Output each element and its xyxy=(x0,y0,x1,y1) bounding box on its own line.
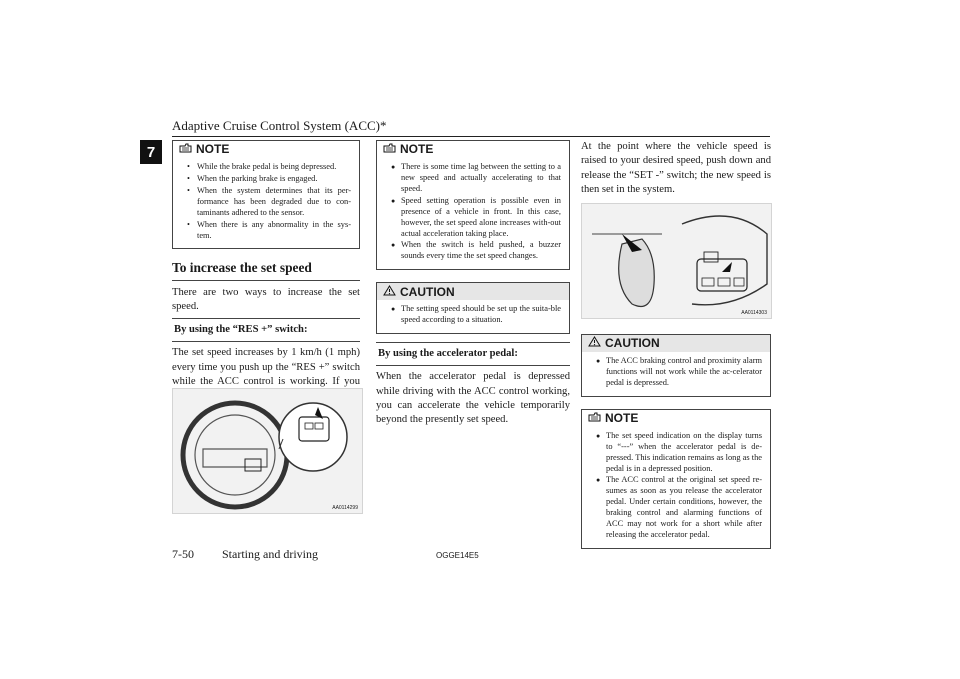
note-box-1 xyxy=(172,140,360,249)
note-header xyxy=(377,141,569,158)
hand-icon xyxy=(383,141,396,157)
steering-wheel-figure-1 xyxy=(172,388,363,514)
note-item: ● When the switch is held pushed, a buzzer sounds every time the set speed changes. xyxy=(391,240,561,262)
caution-header xyxy=(377,283,569,300)
note-item: • When there is any abnormality in the sys-tem. xyxy=(187,220,351,242)
note-item: ● Speed setting operation is possible even in presence of a vehicle in front. In this case, however, the set speed alone increases with-out actual acceleration taking place. xyxy=(391,196,561,240)
note-item: ● The ACC control at the original set speed re-sumes as soon as you release the accelerator pedal. Under certain conditions, however, the braking control and alarming functions of ACC may not work for a short while after releasing the accelerator pedal. xyxy=(596,475,762,541)
warning-triangle-icon xyxy=(383,284,396,300)
caution-heading: CAUTION xyxy=(605,336,660,351)
heading-rule xyxy=(172,280,360,281)
note-header xyxy=(582,410,770,427)
note-box-3 xyxy=(581,409,771,549)
note-heading: NOTE xyxy=(605,411,639,426)
section-tab: 7 xyxy=(140,140,162,164)
steering-switch-illustration xyxy=(582,204,771,318)
page-number: 7-50 xyxy=(172,547,194,561)
note-item: • When the parking brake is engaged. xyxy=(187,174,351,185)
chapter-title: Starting and driving xyxy=(222,547,318,561)
caution-header xyxy=(582,335,770,352)
warning-triangle-icon xyxy=(588,335,601,351)
body-paragraph: The set speed increases by 1 km/h (1 mph) every time you push up the “RES +” switch while the ACC control is working. If you xyxy=(172,347,360,388)
subheading-res: By using the “RES +” switch: xyxy=(172,318,360,342)
document-code: OGGE14E5 xyxy=(436,551,479,560)
body-paragraph: When the accelerator pedal is depressed while driving with the ACC control working, you can accelerate the vehicle temporarily beyond the presently set speed. xyxy=(376,371,570,426)
caution-box-1 xyxy=(376,282,570,334)
column-3-boxes xyxy=(581,334,771,549)
note-item: ● The set speed indication on the display turns to “---” when the accelerator pedal is de-pressed. This indication remains as long as the pedal is in a depressed position. xyxy=(596,431,762,475)
caution-item: ● The ACC braking control and proximity alarm functions will not work while the ac-celerator pedal is depressed. xyxy=(596,356,762,389)
subheading-accelerator: By using the accelerator pedal: xyxy=(376,342,570,366)
steering-wheel-illustration xyxy=(173,389,362,513)
note-item: ● There is some time lag between the setting to a new speed and actually accelerating to that speed. xyxy=(391,162,561,195)
body-paragraph: At the point where the vehicle speed is raised to your desired speed, push down and release the “SET -” switch; the new speed is then set in the system. xyxy=(581,141,771,196)
figure-id: AA0114303 xyxy=(741,310,767,316)
hand-icon xyxy=(588,410,601,426)
note-heading: NOTE xyxy=(196,142,230,157)
note-item: • When the system determines that its per-formance has been degraded due to con-taminants adhered to the sensor. xyxy=(187,186,351,219)
column-2 xyxy=(376,140,570,428)
section-heading: To increase the set speed xyxy=(172,260,312,276)
note-item: • While the brake pedal is being depressed. xyxy=(187,162,351,173)
figure-id: AA0114299 xyxy=(332,505,358,511)
note-header xyxy=(173,141,359,158)
note-heading: NOTE xyxy=(400,142,434,157)
hand-icon xyxy=(179,141,192,157)
header-rule xyxy=(172,136,770,137)
caution-box-2 xyxy=(581,334,771,397)
note-box-2 xyxy=(376,140,570,270)
running-header: Adaptive Cruise Control System (ACC)* xyxy=(172,118,387,133)
column-1 xyxy=(172,140,360,419)
caution-heading: CAUTION xyxy=(400,284,455,299)
caution-item: ● The setting speed should be set up the suita-ble speed according to a situation. xyxy=(391,304,561,326)
steering-wheel-figure-2 xyxy=(581,203,772,319)
column-3 xyxy=(581,140,771,198)
intro-paragraph: There are two ways to increase the set speed. xyxy=(172,286,360,313)
